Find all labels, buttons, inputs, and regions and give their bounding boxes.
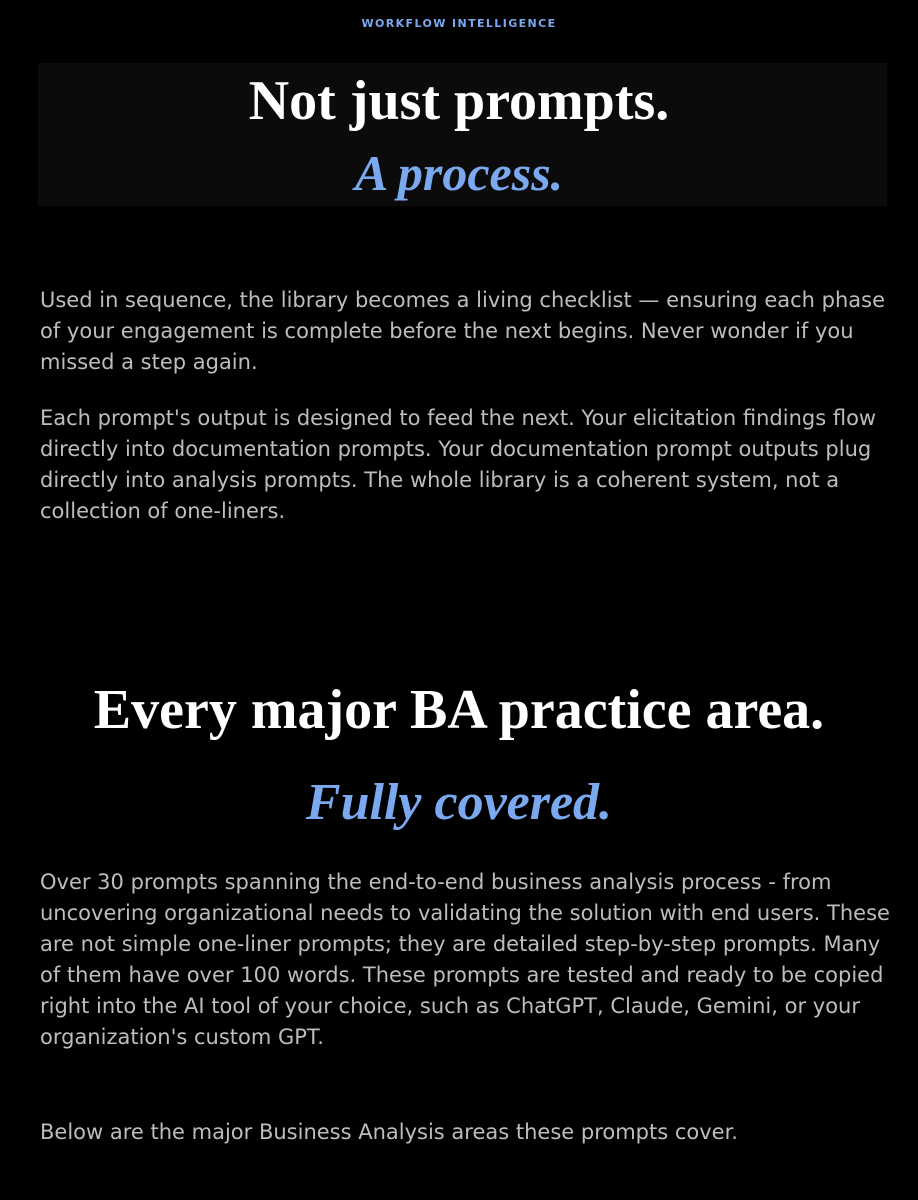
- section-eyebrow: WORKFLOW INTELLIGENCE: [361, 17, 557, 30]
- process-paragraph: Used in sequence, the library becomes a living checklist — ensuring each phase of your engagement is complete before the next begins. Never wonder if you missed a step again.: [40, 288, 886, 374]
- hero-accent-title: A process.: [354, 145, 564, 201]
- coverage-paragraph: Below are the major Business Analysis areas these prompts cover.: [40, 1120, 738, 1144]
- coverage-paragraph: Over 30 prompts spanning the end-to-end business analysis process - from uncovering organizational needs to validating the solution with end users. These are not simple one-liner prompts; they are detailed step-by-step prompts. Many of them have over 100 words. These prompts are tested and ready to be copied right into the AI tool of your choice, such as ChatGPT, Claude, Gemini, or your organization's custom GPT.: [40, 870, 890, 1049]
- hero-title: Not just prompts.: [248, 70, 670, 132]
- coverage-title: Every major BA practice area.: [93, 679, 825, 741]
- coverage-accent-title: Fully covered.: [305, 774, 613, 831]
- process-paragraph: Each prompt's output is designed to feed the next. Your elicitation findings flow directly into documentation prompts. Your documentation prompt outputs plug directly into analysis prompts. The whole library is a coherent system, not a collection of one-liners.: [40, 406, 877, 523]
